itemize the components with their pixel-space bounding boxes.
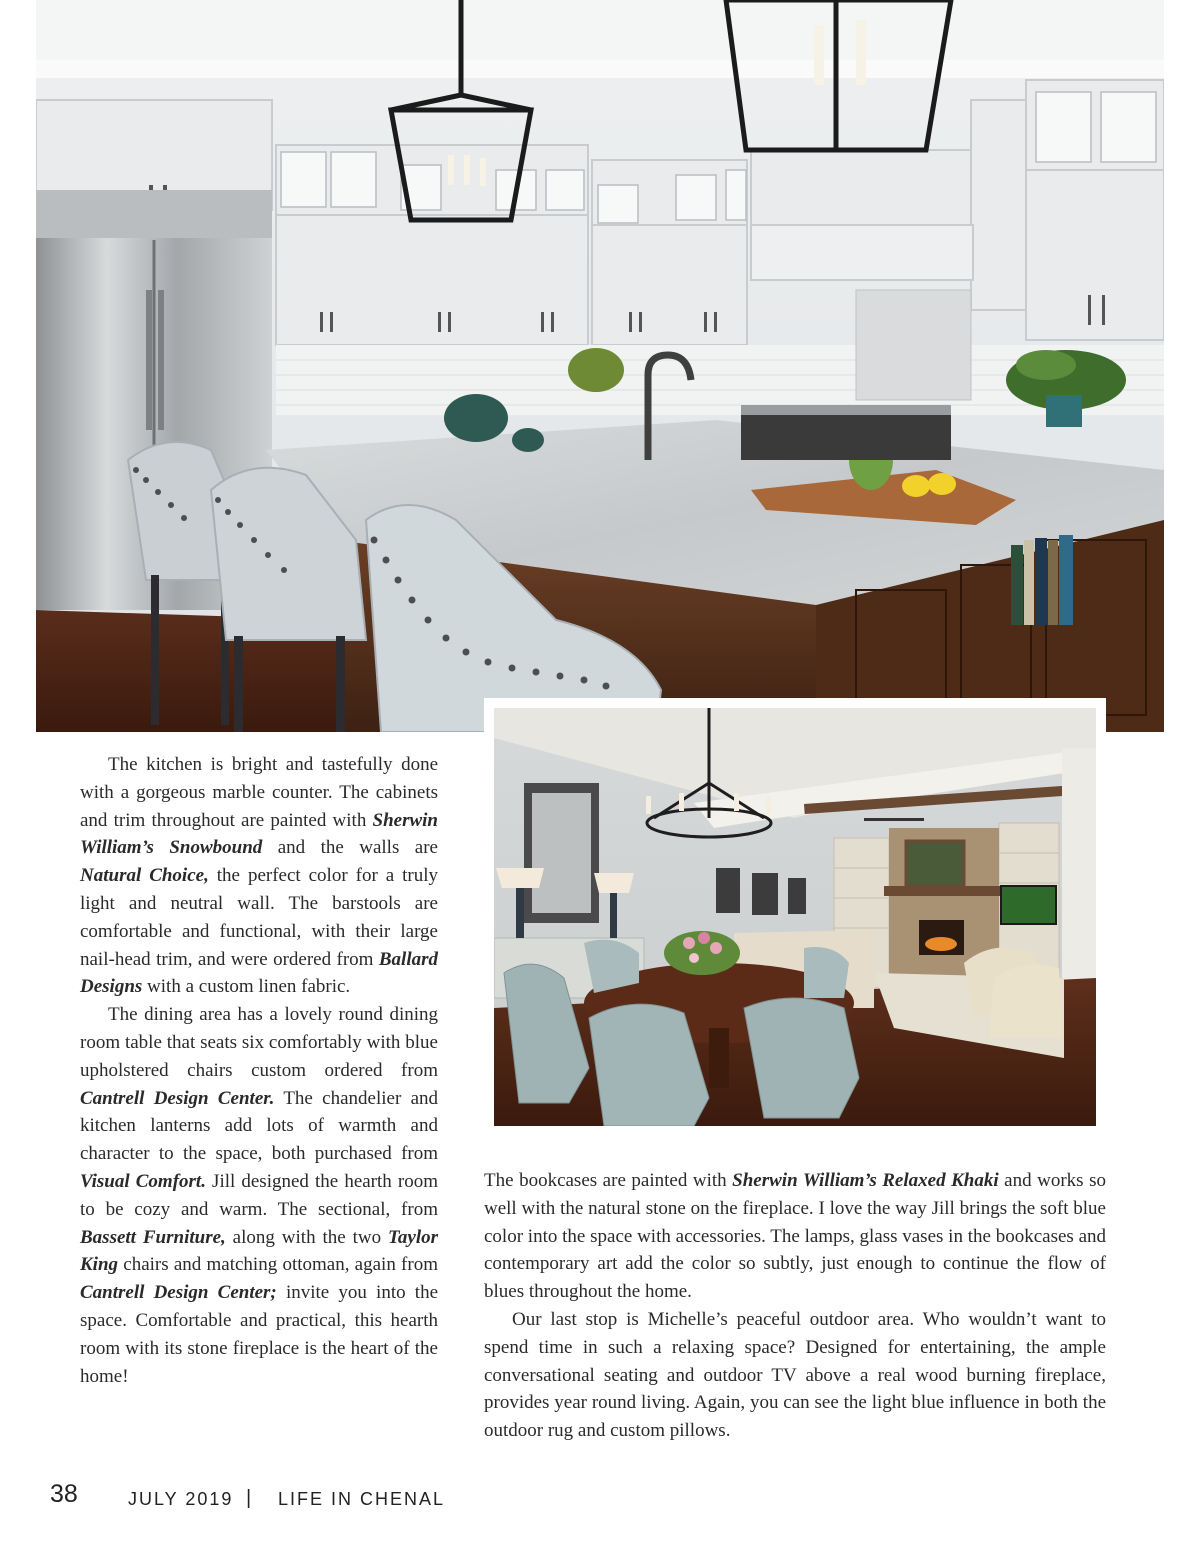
text-run: invite you into the space. Comfortable and practical, this hearth room with its stone fireplace is the heart of the home! (80, 1282, 439, 1387)
text-run: chairs and matching ottoman, again from (118, 1254, 438, 1276)
page-number: 38 (50, 1480, 78, 1508)
dining-illustration (494, 708, 1096, 1126)
text-run: The kitchen is bright and tastefully done with a gorgeous marble counter. The cabinets and trim throughout are painted with (80, 754, 438, 831)
paragraph-kitchen (80, 751, 438, 1001)
brand-name: Cantrell Design Center. (80, 1087, 275, 1109)
paragraph-dining (80, 1001, 438, 1390)
text-run: along with the two (225, 1226, 389, 1248)
brand-name: Ballard Designs (80, 948, 438, 998)
text-run: Jill designed the hearth room to be cozy and warm. The sectional, from (80, 1170, 438, 1220)
footer-separator: | (246, 1487, 252, 1509)
brand-name: Taylor King (80, 1226, 438, 1276)
text-run: The bookcases are painted with (484, 1170, 733, 1191)
kitchen-illustration (36, 0, 1164, 732)
paragraph-bookcases (484, 1167, 1106, 1306)
kitchen-photo (36, 0, 1164, 732)
paragraph-outdoor (484, 1306, 1106, 1445)
text-run: The chandelier and kitchen lanterns add lots of warmth and character to the space, both purchased from (80, 1087, 439, 1165)
issue-date: JULY 2019 (128, 1489, 234, 1509)
text-run: The dining area has a lovely round dining room table that seats six comfortably with blue upholstered chairs custom ordered from (80, 1004, 438, 1081)
text-run: and works so well with the natural stone on the fireplace. I love the way Jill brings the soft blue color into the space with accessories. The lamps, glass vases in the bookcases and contemporary art add the color so subtly, just enough to continue the flow of blues throughout the home. (484, 1170, 1106, 1303)
left-text-column (80, 751, 438, 1390)
right-text-column (484, 1167, 1106, 1445)
brand-name: Natural Choice, (80, 865, 209, 887)
brand-name: Sherwin William’s Snowbound (80, 809, 438, 859)
text-run: and the walls are (262, 837, 438, 859)
magazine-name: LIFE IN CHENAL (278, 1489, 446, 1509)
brand-name: Visual Comfort. (80, 1170, 206, 1192)
text-run: Our last stop is Michelle’s peaceful outdoor area. Who wouldn’t want to spend time in such a relaxing space? Designed for entertaining, the ample conversational seating and outdoor TV above a real wood burning fireplace, provides year round living. Again, you can see the light blue influence in both the outdoor rug and custom pillows. (484, 1308, 1106, 1442)
text-run: the perfect color for a truly light and neutral wall. The barstools are comfortable and functional, with their large nail-head trim, and were ordered from (80, 865, 438, 970)
brand-name: Cantrell Design Center; (80, 1282, 277, 1304)
brand-name: Bassett Furniture, (80, 1226, 226, 1248)
brand-name: Sherwin William’s Relaxed Khaki (732, 1170, 999, 1191)
text-run: with a custom linen fabric. (142, 976, 351, 998)
dining-photo (494, 708, 1096, 1126)
dining-photo-frame (484, 698, 1106, 1138)
